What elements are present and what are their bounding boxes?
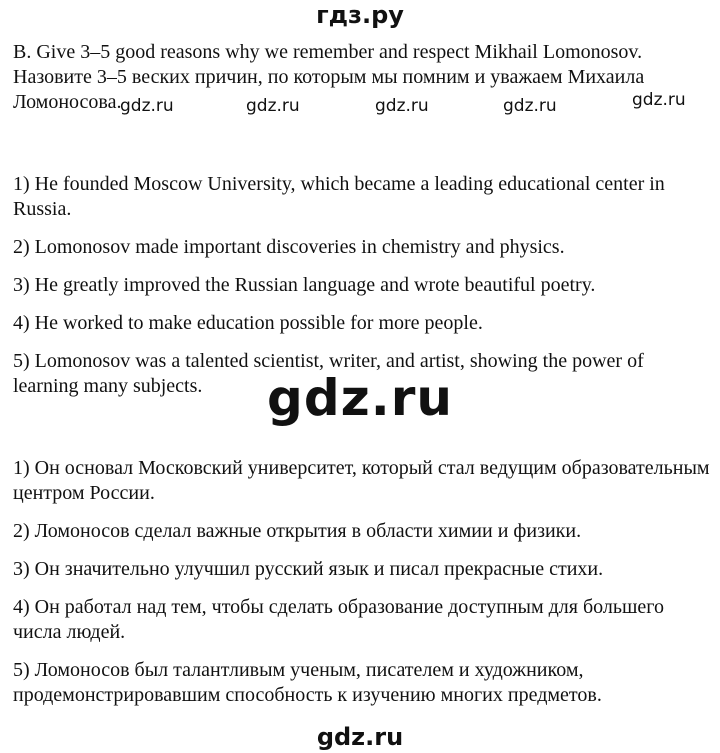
watermark-small: gdz.ru (375, 96, 429, 116)
answers-ru-list (13, 456, 713, 721)
watermark-small: gdz.ru (120, 96, 174, 116)
watermark-small: gdz.ru (503, 96, 557, 116)
list-item: 4) He worked to make education possible for more people. (13, 312, 483, 334)
list-item: 2) Ломоносов сделал важные открытия в области химии и физики. (13, 520, 582, 542)
watermark-small: gdz.ru (632, 90, 686, 110)
watermark-row (0, 92, 720, 118)
site-logo-footer: gdz.ru (316, 723, 404, 751)
list-item: 1) Он основал Московский университет, который стал ведущим образовательным центром России. (13, 457, 710, 504)
watermark-large: gdz.ru (267, 369, 453, 427)
task-text-en: B. Give 3–5 good reasons why we remember and respect Mikhail Lomonosov. (13, 41, 643, 63)
list-item: 5) Ломоносов был талантливым ученым, писателем и художником, продемонстрировавшим способность к изучению многих предметов. (13, 659, 602, 706)
watermark-small: gdz.ru (246, 96, 300, 116)
list-item: 3) He greatly improved the Russian language and wrote beautiful poetry. (13, 274, 596, 296)
list-item: 2) Lomonosov made important discoveries in chemistry and physics. (13, 236, 565, 258)
list-item: 3) Он значительно улучшил русский язык и писал прекрасные стихи. (13, 558, 604, 580)
task-text-ru: Назовите 3–5 веских причин, по которым мы помним и уважаем Михаила Ломоносова. (13, 66, 645, 113)
site-logo-header: гдз.ру (316, 1, 404, 29)
list-item: 5) Lomonosov was a talented scientist, writer, and artist, showing the power of learning many subjects. (13, 350, 644, 397)
list-item: 1) He founded Moscow University, which became a leading educational center in Russia. (13, 173, 665, 220)
list-item: 4) Он работал над тем, чтобы сделать образование доступным для большего числа людей. (13, 596, 664, 643)
